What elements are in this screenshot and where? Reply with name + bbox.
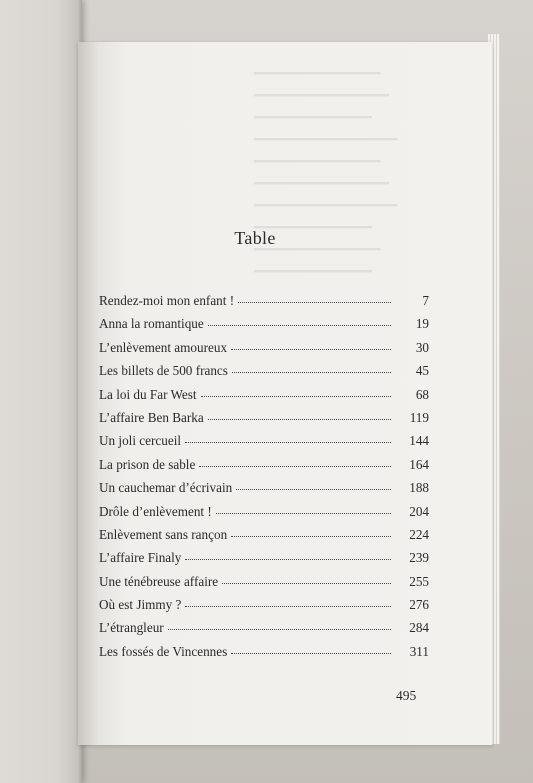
toc-entry	[99, 574, 429, 597]
toc-entry	[99, 387, 429, 410]
toc-entry	[99, 504, 429, 527]
toc-entry	[99, 527, 429, 550]
facing-page	[0, 0, 82, 783]
toc-entry-title: L’étrangleur	[99, 620, 164, 636]
toc-entry-page: 276	[409, 597, 429, 613]
book-page	[78, 42, 492, 745]
toc-entry-page: 239	[409, 550, 429, 566]
toc-entry	[99, 316, 429, 339]
toc-entry-title: Anna la romantique	[99, 316, 204, 332]
toc-entry	[99, 620, 429, 643]
toc-entry-title: Un cauchemar d’écrivain	[99, 480, 233, 496]
toc-entry	[99, 550, 429, 573]
table-of-contents	[99, 293, 429, 667]
toc-entry-title: La loi du Far West	[99, 386, 197, 402]
toc-leader-dots	[216, 503, 391, 514]
toc-entry	[99, 433, 429, 456]
toc-entry-page: 45	[415, 363, 429, 379]
toc-entry-page: 255	[409, 573, 429, 589]
toc-entry-page: 144	[409, 433, 429, 449]
toc-entry-page: 7	[422, 293, 429, 308]
page-title: Table	[234, 228, 276, 248]
show-through-text: ​━━━━━━━━━━━━━━━ ━━━━━━━━━━━━━━━━ ━━━━━━━━━━━━━━ ━━━━━━━━━━━━━━━━━ ━━━━━━━━━━━━━━━ ━━━━━━━━━━━━━━━━ ━━━━━━━━━━━━━━━━━ ━━━━━━━━━━━━━━ ━━━━━━━━━━━━━━━ ━━━━━━━━━━━━━━	[254, 67, 398, 280]
toc-entry	[99, 480, 429, 503]
toc-leader-dots	[222, 573, 391, 584]
toc-leader-dots	[232, 362, 391, 373]
toc-leader-dots	[168, 619, 391, 630]
toc-leader-dots	[185, 432, 391, 443]
toc-entry	[99, 644, 429, 667]
toc-entry-title: Rendez-moi mon enfant !	[99, 293, 235, 308]
toc-leader-dots	[238, 292, 391, 303]
toc-entry-title: Les billets de 500 francs	[99, 363, 228, 379]
toc-entry-title: Un joli cercueil	[99, 433, 182, 449]
toc-entry-title: L’enlèvement amoureux	[99, 339, 228, 355]
toc-entry	[99, 340, 429, 363]
toc-entry-page: 68	[415, 386, 429, 402]
toc-leader-dots	[201, 386, 391, 397]
toc-entry-title: Où est Jimmy ?	[99, 597, 182, 613]
toc-entry	[99, 363, 429, 386]
toc-entry-title: Enlèvement sans rançon	[99, 526, 228, 542]
toc-entry	[99, 457, 429, 480]
toc-entry	[99, 293, 429, 316]
toc-entry-title: Les fossés de Vincennes	[99, 643, 228, 659]
toc-leader-dots	[231, 643, 391, 654]
toc-entry-title: Drôle d’enlèvement !	[99, 503, 212, 519]
toc-leader-dots	[231, 526, 391, 537]
toc-entry-page: 224	[409, 526, 429, 542]
toc-leader-dots	[236, 479, 391, 490]
toc-entry-page: 164	[409, 456, 429, 472]
toc-entry-page: 30	[415, 339, 429, 355]
toc-entry-title: La prison de sable	[99, 456, 196, 472]
toc-entry	[99, 410, 429, 433]
toc-entry-page: 284	[409, 620, 429, 636]
toc-leader-dots	[208, 315, 391, 326]
toc-entry-page: 311	[409, 643, 429, 659]
toc-entry-page: 19	[415, 316, 429, 332]
toc-entry-page: 188	[409, 480, 429, 496]
toc-leader-dots	[208, 409, 391, 420]
toc-entry-page: 119	[409, 409, 429, 425]
toc-leader-dots	[231, 339, 391, 350]
toc-leader-dots	[185, 596, 391, 607]
toc-leader-dots	[185, 549, 391, 560]
toc-entry-title: Une ténébreuse affaire	[99, 573, 219, 589]
toc-entry-title: L’affaire Ben Barka	[99, 409, 204, 425]
toc-entry-title: L’affaire Finaly	[99, 550, 182, 566]
toc-leader-dots	[199, 456, 391, 467]
toc-entry-page: 204	[409, 503, 429, 519]
page-number: 495	[396, 688, 417, 703]
toc-entry	[99, 597, 429, 620]
